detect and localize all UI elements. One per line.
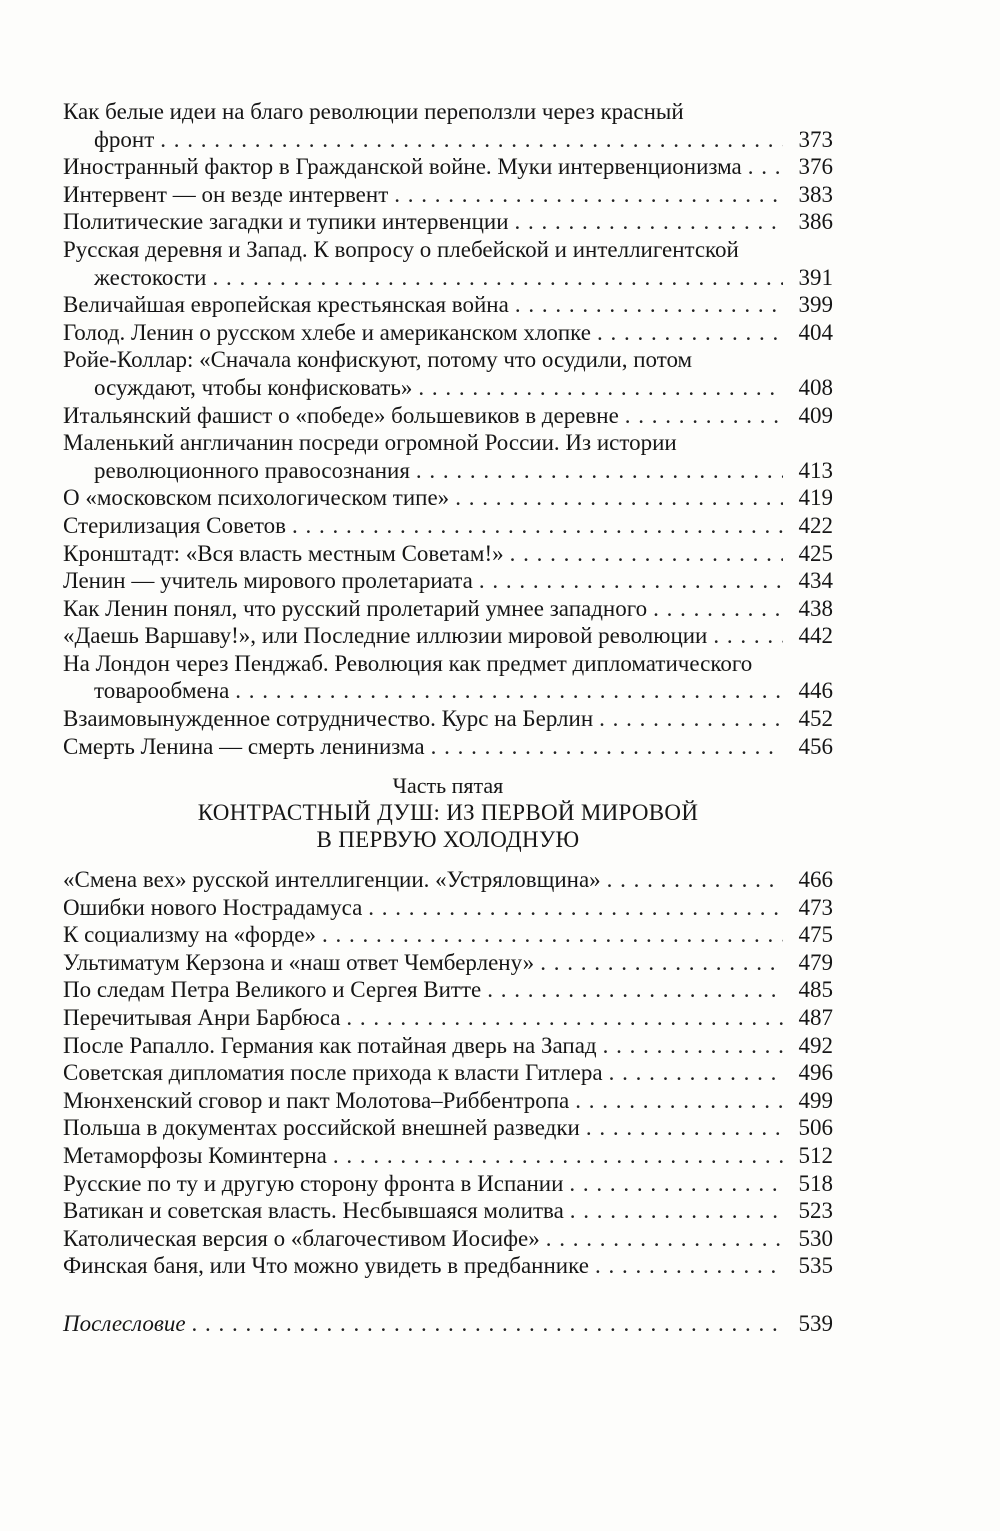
dot-leader: [333, 1142, 783, 1170]
toc-entry-title-line: По следам Петра Великого и Сергея Витте: [63, 977, 482, 1003]
dot-leader: [455, 484, 783, 512]
toc-entry-title-line: Финская баня, или Что можно увидеть в предбаннике: [63, 1253, 589, 1279]
toc-entry[interactable]: [63, 976, 833, 1004]
toc-page-number: 438: [798, 595, 833, 621]
toc-page-number: 434: [798, 568, 833, 594]
dot-leader: [394, 181, 783, 209]
toc-entry[interactable]: [63, 346, 833, 401]
toc-entry-title-line: Величайшая европейская крестьянская война: [63, 292, 509, 318]
toc-afterword: [63, 1310, 833, 1338]
toc-entry[interactable]: [63, 595, 833, 623]
dot-leader: [607, 866, 783, 894]
toc-entry[interactable]: [63, 540, 833, 568]
toc-entry[interactable]: [63, 236, 833, 291]
dot-leader: [368, 894, 783, 922]
toc-page-number: 383: [798, 181, 833, 207]
toc-entry-title-line: Перечитывая Анри Барбюса: [63, 1004, 341, 1030]
toc-entry[interactable]: [63, 402, 833, 430]
toc-page-number: 479: [798, 949, 833, 975]
toc-page-number: 446: [798, 678, 833, 704]
toc-entry[interactable]: [63, 429, 833, 484]
toc-page-number: 475: [798, 922, 833, 948]
part-five-header: [63, 773, 833, 853]
toc-page-number: 487: [798, 1004, 833, 1030]
dot-leader: [487, 976, 783, 1004]
toc-entry-title-line: Смерть Ленина — смерть ленинизма: [63, 733, 425, 759]
dot-leader: [748, 153, 783, 181]
toc-entry-title-line: Ошибки нового Нострадамуса: [63, 894, 363, 920]
toc-page-number: 473: [798, 894, 833, 920]
toc-entry-title-line: Стерилизация Советов: [63, 512, 287, 538]
toc-page-number: 386: [798, 209, 833, 235]
toc-entry[interactable]: [63, 622, 833, 650]
toc-entry[interactable]: [63, 153, 833, 181]
dot-leader: [192, 1310, 783, 1338]
toc-entry[interactable]: [63, 567, 833, 595]
dot-leader: [603, 1032, 783, 1060]
toc-page-number: 419: [798, 485, 833, 511]
toc-page-number: 413: [798, 457, 833, 483]
toc-page-number: 422: [798, 512, 833, 538]
toc-page-number: 535: [798, 1253, 833, 1279]
toc-entry[interactable]: [63, 1087, 833, 1115]
toc-entry-title-line: Ройе-Коллар: «Сначала конфискуют, потому что осудили, потом: [63, 347, 693, 373]
toc-entry-title-line: Ленин — учитель мирового пролетариата: [63, 568, 473, 594]
toc-entry[interactable]: [63, 1170, 833, 1198]
toc-entry[interactable]: [63, 1310, 833, 1338]
dot-leader: [515, 291, 783, 319]
dot-leader: [546, 1225, 783, 1253]
toc-page-number: 496: [798, 1060, 833, 1086]
toc-page-number: 452: [798, 706, 833, 732]
toc-entry-title-line: осуждают, чтобы конфисковать»: [94, 374, 413, 400]
dot-leader: [597, 319, 783, 347]
dot-leader: [625, 402, 783, 430]
dot-leader: [292, 512, 783, 540]
toc-page-number: 404: [798, 319, 833, 345]
toc-entry[interactable]: [63, 705, 833, 733]
toc-entry[interactable]: [63, 1114, 833, 1142]
toc-entry[interactable]: [63, 1142, 833, 1170]
dot-leader: [595, 1252, 783, 1280]
toc-page-number: 492: [798, 1032, 833, 1058]
toc-entry-title-line: Как Ленин понял, что русский пролетарий умнее западного: [63, 595, 648, 621]
toc-entry-title-line: Мюнхенский сговор и пакт Молотова–Риббентропа: [63, 1087, 570, 1113]
toc-page-number: 530: [798, 1225, 833, 1251]
dot-leader: [418, 374, 783, 402]
toc-entry-title-line: фронт: [94, 126, 155, 152]
toc-page-number: 485: [798, 977, 833, 1003]
dot-leader: [235, 677, 783, 705]
dot-leader: [515, 208, 783, 236]
toc-page-number: 499: [798, 1087, 833, 1113]
dot-leader: [540, 949, 783, 977]
toc-page-number: 539: [798, 1311, 833, 1336]
toc-entry-title-line: К социализму на «форде»: [63, 922, 316, 948]
toc-page-number: 506: [798, 1115, 833, 1141]
toc-entry[interactable]: [63, 866, 833, 894]
toc-entry-title-line: товарообмена: [94, 678, 230, 704]
part-label: Часть пятая: [392, 773, 504, 798]
toc-entry-title-line: Политические загадки и тупики интервенции: [63, 209, 509, 235]
toc-page-number: 523: [798, 1198, 833, 1224]
dot-leader: [609, 1059, 783, 1087]
toc-entry-title-line: Советская дипломатия после прихода к власти Гитлера: [63, 1060, 603, 1086]
toc-page-number: 456: [798, 733, 833, 759]
toc-entry[interactable]: [63, 1197, 833, 1225]
part-title-line-1: КОНТРАСТНЫЙ ДУШ: ИЗ ПЕРВОЙ МИРОВОЙ: [197, 800, 699, 825]
toc-page-number: 442: [798, 623, 833, 649]
part-title-line-2: В ПЕРВУЮ ХОЛОДНУЮ: [316, 827, 580, 852]
toc-page-number: 466: [798, 867, 833, 892]
toc-entry-title-line: О «московском психологическом типе»: [63, 485, 450, 511]
toc-entry-title-line: «Даешь Варшаву!», или Последние иллюзии мировой революции: [63, 623, 708, 649]
toc-entry[interactable]: [63, 949, 833, 977]
toc-entry-title-line: Польша в документах российской внешней разведки: [63, 1115, 580, 1141]
dot-leader: [599, 705, 783, 733]
toc-entry[interactable]: [63, 319, 833, 347]
toc-page-number: 373: [798, 126, 833, 152]
toc-page-number: 512: [798, 1142, 833, 1168]
toc-entry[interactable]: [63, 181, 833, 209]
toc-entry-title-line: Взаимовынужденное сотрудничество. Курс на Берлин: [63, 706, 594, 732]
toc-part-four: [63, 98, 833, 760]
toc-entry[interactable]: [63, 1252, 833, 1280]
dot-leader: [586, 1114, 783, 1142]
toc-entry-title-line: Маленький англичанин посреди огромной России. Из истории: [63, 430, 677, 456]
toc-entry[interactable]: [63, 650, 833, 705]
toc-entry-title-line: Послесловие: [63, 1311, 186, 1336]
toc-page-number: 409: [798, 402, 833, 428]
dot-leader: [653, 595, 783, 623]
dot-leader: [431, 733, 783, 761]
dot-leader: [322, 921, 783, 949]
toc-entry-title-line: Голод. Ленин о русском хлебе и американском хлопке: [63, 319, 591, 345]
dot-leader: [569, 1170, 783, 1198]
toc-page-number: 399: [798, 292, 833, 318]
toc-entry[interactable]: [63, 484, 833, 512]
dot-leader: [510, 540, 783, 568]
toc-entry-title-line: Кронштадт: «Вся власть местным Советам!»: [63, 540, 504, 566]
toc-entry[interactable]: [63, 733, 833, 761]
toc-entry[interactable]: [63, 921, 833, 949]
toc-entry[interactable]: [63, 98, 833, 153]
toc-entry-title-line: Русская деревня и Запад. К вопросу о плебейской и интеллигентской: [63, 236, 739, 262]
dot-leader: [570, 1197, 783, 1225]
toc-entry-title-line: «Смена вех» русской интеллигенции. «Устряловщина»: [63, 867, 601, 892]
toc-entry-title-line: Ватикан и советская власть. Несбывшаяся молитва: [63, 1198, 564, 1224]
dot-leader: [479, 567, 783, 595]
toc-entry-title-line: жестокости: [94, 264, 207, 290]
toc-entry-title-line: На Лондон через Пенджаб. Революция как предмет дипломатического: [63, 650, 753, 676]
toc-entry-title-line: Итальянский фашист о «победе» большевиков в деревне: [63, 402, 619, 428]
toc-entry-title-line: Русские по ту и другую сторону фронта в Испании: [63, 1170, 564, 1196]
toc-entry-title-line: революционного правосознания: [94, 457, 410, 483]
toc-entry-title-line: Иностранный фактор в Гражданской войне. Муки интервенционизма: [63, 154, 742, 180]
toc-entry-title-line: Метаморфозы Коминтерна: [63, 1142, 327, 1168]
toc-entry[interactable]: [63, 1004, 833, 1032]
dot-leader: [212, 264, 783, 292]
toc-entry-title-line: Католическая версия о «благочестивом Иосифе»: [63, 1225, 540, 1251]
toc-entry-title-line: Интервент — он везде интервент: [63, 181, 389, 207]
toc-page-number: 391: [798, 264, 833, 290]
toc-entry[interactable]: [63, 1032, 833, 1060]
toc-page-number: 425: [798, 540, 833, 566]
toc-entry[interactable]: [63, 291, 833, 319]
toc-page-number: 408: [798, 374, 833, 400]
toc-entry[interactable]: [63, 1225, 833, 1253]
dot-leader: [160, 126, 783, 154]
toc-entry-title-line: Как белые идеи на благо революции переползли через красный: [63, 99, 684, 124]
dot-leader: [575, 1087, 783, 1115]
dot-leader: [416, 457, 783, 485]
toc-part-five: [63, 866, 833, 1280]
toc-page-number: 518: [798, 1170, 833, 1196]
toc-entry[interactable]: [63, 512, 833, 540]
toc-entry[interactable]: [63, 1059, 833, 1087]
dot-leader: [713, 622, 783, 650]
toc-page-number: 376: [798, 154, 833, 180]
toc-entry-title-line: После Рапалло. Германия как потайная дверь на Запад: [63, 1032, 597, 1058]
toc-entry[interactable]: [63, 208, 833, 236]
toc-entry[interactable]: [63, 894, 833, 922]
toc-entry-title-line: Ультиматум Керзона и «наш ответ Чемберлену»: [63, 949, 535, 975]
dot-leader: [346, 1004, 783, 1032]
